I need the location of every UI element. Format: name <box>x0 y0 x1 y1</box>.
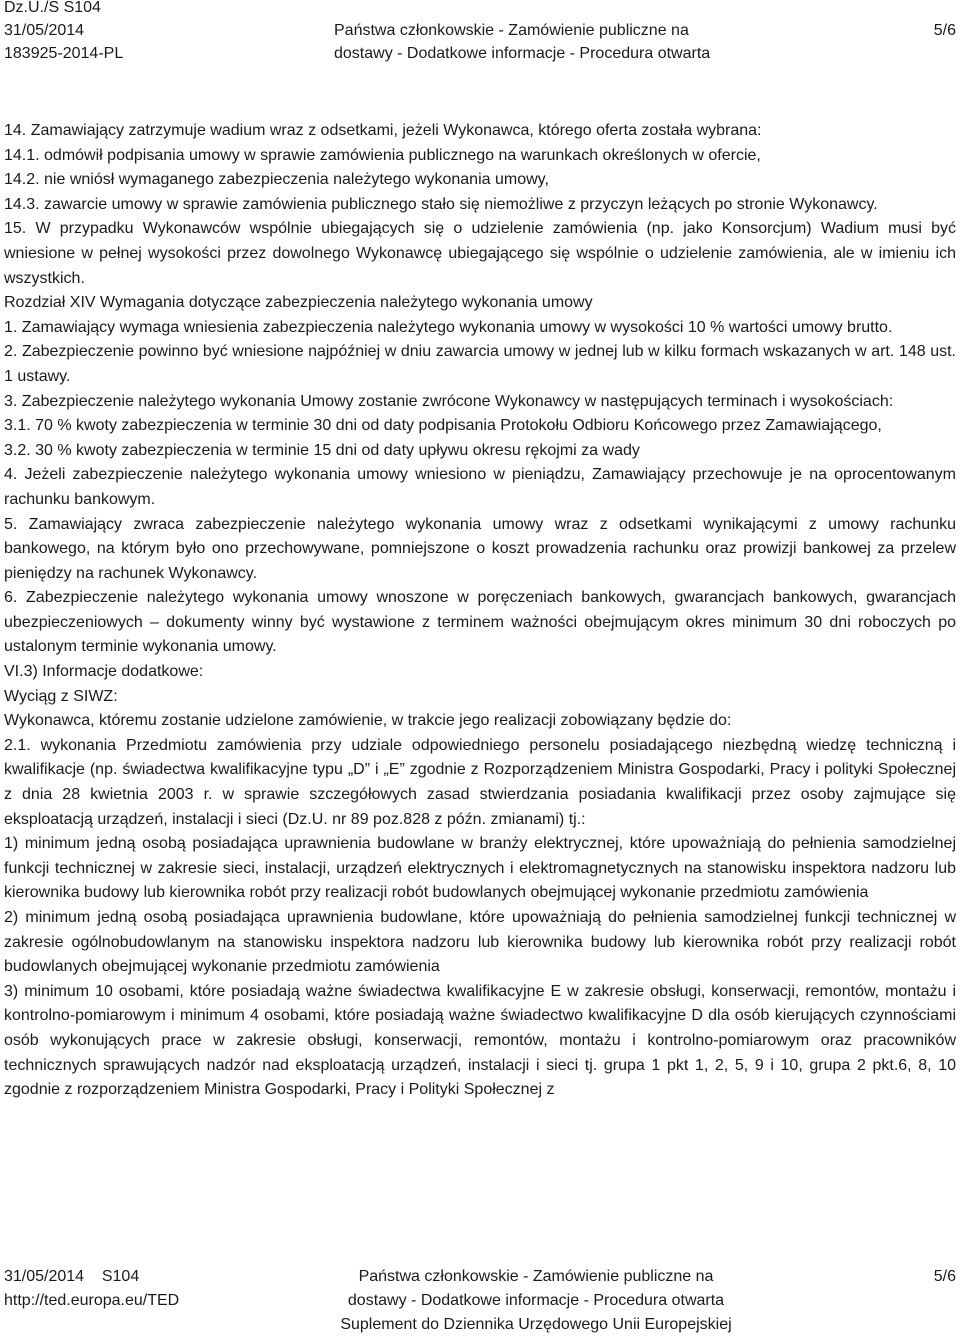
paragraph: 14. Zamawiający zatrzymuje wadium wraz z odsetkami, jeżeli Wykonawca, którego oferta została wybrana: <box>4 122 762 139</box>
section-heading: Rozdział XIV Wymagania dotyczące zabezpieczenia należytego wykonania umowy <box>4 294 593 312</box>
paragraph: 2.1. wykonania Przedmiotu zamówienia przy udziale odpowiedniego personelu posiadającego niezbędną wiedzę techniczną i kwalifikacje (np. świadectwa kwalifikacyjne typu „D” i „E” zgodnie z Rozporządzeniem Ministra Gospodarki, Pracy i polityki Społecznej z dnia 28 kwietnia 2003 r. w sprawie szczegółowych zasad stwierdzania posiadania kwalifikacji przez osoby zajmujące się eksploatacją urządzeń, instalacji i sieci (Dz.U. nr 89 poz.828 z późn. zmianami) tj.: <box>4 736 956 828</box>
footer-title <box>312 1265 760 1337</box>
header-reference <box>4 0 123 65</box>
header-page-number: 5/6 <box>933 22 956 39</box>
section-heading: VI.3) Informacje dodatkowe: <box>4 663 204 681</box>
paragraph: 6. Zabezpieczenie należytego wykonania umowy wnoszone w poręczeniach bankowych, gwarancjach bankowych, gwarancjach ubezpieczeniowych – dokumenty winny być wystawione z terminem ważności obejmującym okres minimum 30 dni roboczych po ustalonym terminie wykonania umowy. <box>4 589 956 656</box>
paragraph: Wyciąg z SIWZ: <box>4 687 118 705</box>
header-title <box>334 19 710 65</box>
paragraph: 1. Zamawiający wymaga wniesienia zabezpieczenia należytego wykonania umowy w wysokości 10 % wartości umowy brutto. <box>4 318 893 336</box>
footer-title-line-3: Suplement do Dziennika Urzędowego Unii Europejskiej <box>340 1316 732 1333</box>
page-header <box>0 0 960 72</box>
paragraph: 2. Zabezpieczenie powinno być wniesione najpóźniej w dniu zawarcia umowy w jednej lub w kilku formach wskazanych w art. 148 ust. 1 ustawy. <box>4 343 956 385</box>
header-journal-ref: Dz.U./S S104 <box>4 0 101 16</box>
page-footer <box>0 1261 960 1334</box>
paragraph: 3.2. 30 % kwoty zabezpieczenia w terminie 15 dni od daty upływu okresu rękojmi za wady <box>4 441 640 459</box>
header-title-line-2: dostawy - Dodatkowe informacje - Procedura otwarta <box>334 45 711 62</box>
header-notice-id: 183925-2014-PL <box>4 45 124 62</box>
paragraph: 4. Jeżeli zabezpieczenie należytego wykonania umowy wniesiono w pieniądzu, Zamawiający przechowuje je na oprocentowanym rachunku bankowym. <box>4 466 956 508</box>
paragraph: Wykonawca, któremu zostanie udzielone zamówienie, w trakcie jego realizacji zobowiązany będzie do: <box>4 712 732 730</box>
footer-date-issue: 31/05/2014 S104 <box>4 1268 140 1285</box>
document-body <box>4 119 956 1103</box>
header-title-line-1: Państwa członkowskie - Zamówienie publiczne na <box>334 22 689 39</box>
header-date: 31/05/2014 <box>4 22 85 39</box>
paragraph: 14.1. odmówił podpisania umowy w sprawie zamówienia publicznego na warunkach określonych w ofercie, <box>4 146 761 164</box>
footer-title-line-2: dostawy - Dodatkowe informacje - Procedura otwarta <box>347 1292 725 1309</box>
footer-url: http://ted.europa.eu/TED <box>4 1292 180 1309</box>
paragraph: 1) minimum jedną osobą posiadająca uprawnienia budowlane w branży elektrycznej, które upoważniają do pełnienia samodzielnej funkcji technicznej w zakresie sieci, instalacji, urządzeń elektrycznych i elektromagnetycznych na stanowisku inspektora nadzoru lub kierownika budowy lub kierownika robót przy realizacji robót budowlanych obejmującej wykonanie przedmiotu zamówienia <box>4 835 956 902</box>
paragraph: 3. Zabezpieczenie należytego wykonania Umowy zostanie zwrócone Wykonawcy w następujących terminach i wysokościach: <box>4 392 894 410</box>
paragraph: 14.2. nie wniósł wymaganego zabezpieczenia należytego wykonania umowy, <box>4 171 549 189</box>
paragraph: 3) minimum 10 osobami, które posiadają ważne świadectwa kwalifikacyjne E w zakresie obsługi, konserwacji, remontów, montażu i kontrolno-pomiarowym i minimum 4 osobami, które posiadają ważne świadectwo kwalifikacyjne D dla osób kierujących czynnościami osób wykonujących prace w zakresie obsługi, konserwacji, remontów, montażu i kontrolno-pomiarowym oraz pracowników technicznych sprawujących nadzór nad eksploatacją urządzeń, instalacji i sieci tj. grupa 1 pkt 1, 2, 5, 9 i 10, grupa 2 pkt.6, 8, 10 zgodnie z rozporządzeniem Ministra Gospodarki, Pracy i Polityki Społecznej z <box>4 982 956 1099</box>
paragraph: 2) minimum jedną osobą posiadająca uprawnienia budowlane, które upoważniają do pełnienia samodzielnej funkcji technicznej w zakresie ogólnobudowlanym na stanowisku inspektora nadzoru lub kierownika budowy lub kierownika robót przy realizacji robót budowlanych obejmującej wykonanie przedmiotu zamówienia <box>4 909 956 976</box>
paragraph: 14.3. zawarcie umowy w sprawie zamówienia publicznego stało się niemożliwe z przyczyn leżących po stronie Wykonawcy. <box>4 195 878 213</box>
footer-page-number: 5/6 <box>933 1268 956 1285</box>
paragraph: 3.1. 70 % kwoty zabezpieczenia w terminie 30 dni od daty podpisania Protokołu Odbioru Końcowego przez Zamawiającego, <box>4 417 882 435</box>
paragraph: 5. Zamawiający zwraca zabezpieczenie należytego wykonania umowy wraz z odsetkami wynikającymi z umowy rachunku bankowego, na którym było ono przechowywane, pomniejszone o koszt prowadzenia rachunku oraz prowizji bankowej za przelew pieniędzy na rachunek Wykonawcy. <box>4 515 956 582</box>
paragraph: 15. W przypadku Wykonawców wspólnie ubiegających się o udzielenie zamówienia (np. jako Konsorcjum) Wadium musi być wniesione w pełnej wysokości przez dowolnego Wykonawcę ubiegającego się wspólnie o udzielenie zamówienia, ale w imieniu ich wszystkich. <box>4 220 956 287</box>
footer-title-line-1: Państwa członkowskie - Zamówienie publiczne na <box>358 1268 714 1285</box>
footer-reference <box>4 1265 179 1313</box>
